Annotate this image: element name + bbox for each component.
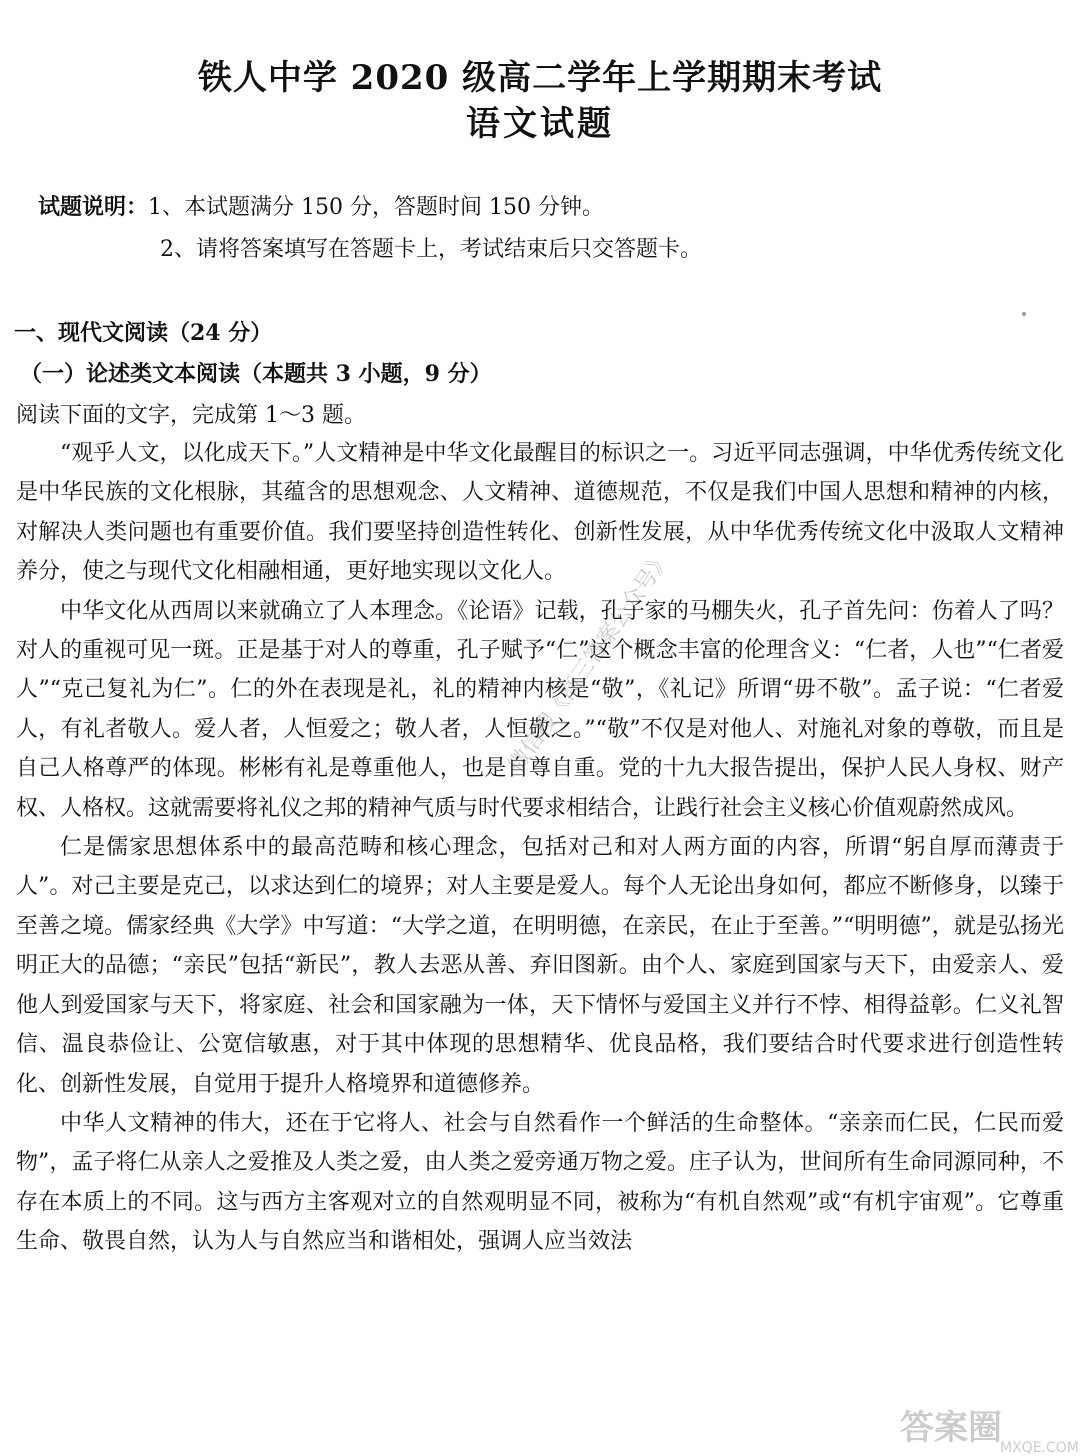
exam-note-item-1: 1、本试题满分 150 分，答题时间 150 分钟。 <box>148 195 604 220</box>
exam-note-1 <box>38 190 604 221</box>
exam-title: 铁人中学 2020 级高二学年上学期期末考试 <box>197 58 883 98</box>
subject-title: 语文试题 <box>466 104 614 144</box>
passage-paragraph: 中华人文精神的伟大，还在于它将人、社会与自然看作一个鲜活的生命整体。“亲亲而仁民，仁民而爱物”，孟子将仁从亲人之爱推及人类之爱，由人类之爱旁通万物之爱。庄子认为，世间所有生命同源同种，不存在本质上的不同。这与西方主客观对立的自然观明显不同，被称为“有机自然观”或“有机宇宙观”。它尊重生命、敬畏自然，认为人与自然应当和谐相处，强调人应当效法 <box>16 1110 1064 1255</box>
passage-paragraph: 中华文化从西周以来就确立了人本理念。《论语》记载，孔子家的马棚失火，孔子首先问：伤着人了吗？对人的重视可见一斑。正是基于对人的尊重，孔子赋予“仁”这个概念丰富的伦理含义：“仁者，人也”“仁者爱人”“克己复礼为仁”。仁的外在表现是礼，礼的精神内核是“敬”，《礼记》所谓“毋不敬”。孟子说：“仁者爱人，有礼者敬人。爱人者，人恒爱之；敬人者，人恒敬之。”“敬”不仅是对他人、对施礼对象的尊敬，而且是自己人格尊严的体现。彬彬有礼是尊重他人，也是自尊自重。党的十九大报告提出，保护人民人身权、财产权、人格权。这就需要将礼仪之邦的精神气质与时代要求相结合，让践行社会主义核心价值观蔚然成风。 <box>16 598 1064 821</box>
reading-instruction: 阅读下面的文字，完成第 1～3 题。 <box>16 403 366 428</box>
site-watermark: MXQE.COM <box>1000 1440 1079 1456</box>
passage-paragraph: “观乎人文，以化成天下。”人文精神是中华文化最醒目的标识之一。习近平同志强调，中华优秀传统文化是中华民族的文化根脉，其蕴含的思想观念、人文精神、道德规范，不仅是我们中国人思想和精神的内核，对解决人类问题也有重要价值。我们要坚持创造性转化、创新性发展，从中华优秀传统文化中汲取人文精神养分，使之与现代文化相融相通，更好地实现以文化人。 <box>16 441 1064 585</box>
diagonal-watermark: 微信搜《高三答案公众号》 <box>504 546 677 778</box>
reading-passage <box>16 434 1064 1262</box>
exam-note-item-2: 2、请将答案填写在答题卡上，考试结束后只交答题卡。 <box>160 237 702 262</box>
passage-paragraph: 仁是儒家思想体系中的最高范畴和核心理念，包括对己和对人两方面的内容，所谓“躬自厚而薄责于人”。对己主要是克己，以求达到仁的境界；对人主要是爱人。每个人无论出身如何，都应不断修身，以臻于至善之境。儒家经典《大学》中写道：“大学之道，在明明德，在亲民，在止于至善。”“明明德”，就是弘扬光明正大的品德；“亲民”包括“新民”，教人去恶从善、弃旧图新。由个人、家庭到国家与天下，由爱亲人、爱他人到爱国家与天下，将家庭、社会和国家融为一体，天下情怀与爱国主义并行不悖、相得益彰。仁义礼智信、温良恭俭让、公宽信敏惠，对于其中体现的思想精华、优良品格，我们要结合时代要求进行创造性转化、创新性发展，自觉用于提升人格境界和道德修养。 <box>16 835 1064 1097</box>
section-heading: 一、现代文阅读（24 分） <box>14 320 273 346</box>
scan-speck <box>1022 312 1026 316</box>
exam-note-label: 试题说明： <box>38 194 149 220</box>
logo-watermark: 答案圈 <box>900 1408 1002 1448</box>
subsection-heading: （一）论述类文本阅读（本题共 3 小题，9 分） <box>20 361 492 387</box>
